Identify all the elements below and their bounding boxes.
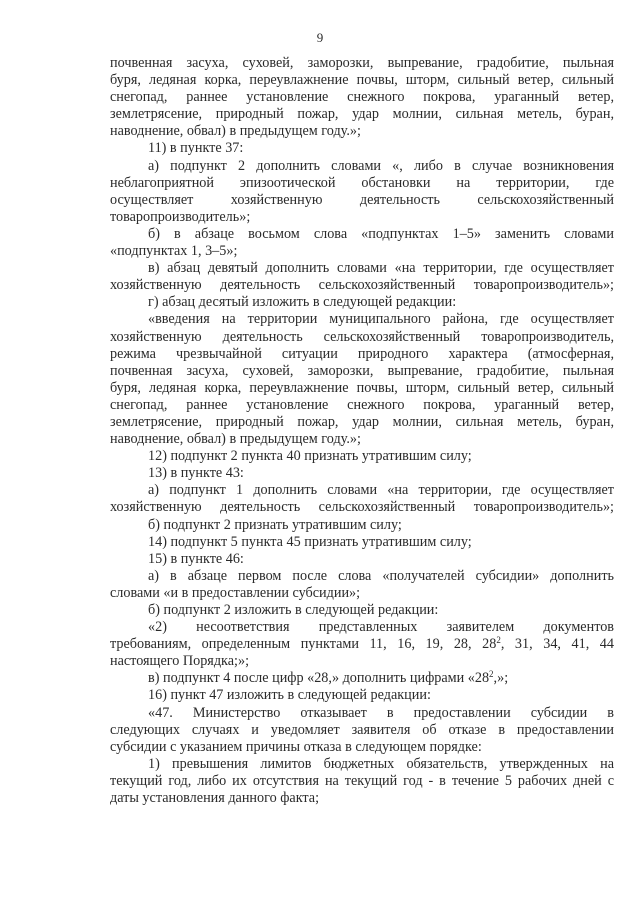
text-line: следующих случаях и уведомляет заявителя об отказе в предоставлении bbox=[110, 721, 614, 738]
text-line: наводнение, обвал) в предыдущем году.»; bbox=[110, 123, 361, 140]
text-line: «47. Министерство отказывает в предоставлении субсидии в bbox=[148, 704, 614, 721]
text-line: г) абзац десятый изложить в следующей редакции: bbox=[148, 294, 457, 311]
superscript: 2 bbox=[489, 669, 494, 680]
text-line: хозяйственную деятельность сельскохозяйственный товаропроизводитель»; bbox=[110, 277, 614, 294]
text-line: 15) в пункте 46: bbox=[148, 550, 244, 567]
text-line: а) подпункт 2 дополнить словами «, либо в случае возникновения bbox=[148, 157, 614, 174]
text-line: неблагоприятной эпизоотической обстановки на территории, где bbox=[110, 174, 614, 191]
text-line: хозяйственную деятельность сельскохозяйственный товаропроизводитель»; bbox=[110, 499, 614, 516]
superscript: 2 bbox=[496, 635, 501, 646]
text-line: землетрясение, природный пожар, удар молнии, сильная метель, буран, bbox=[110, 106, 614, 123]
text-line: 12) подпункт 2 пункта 40 признать утратившим силу; bbox=[148, 448, 472, 465]
text-line: буря, ледяная корка, переувлажнение почвы, шторм, сильный ветер, сильный bbox=[110, 379, 614, 396]
text-line: 13) в пункте 43: bbox=[148, 465, 244, 482]
text-fragment: в) подпункт 4 после цифр «28,» дополнить цифрами «28 bbox=[148, 670, 490, 687]
text-line: словами «и в предоставлении субсидии»; bbox=[110, 584, 361, 601]
text-line bbox=[110, 636, 614, 653]
text-fragment: требованиям, определенным пунктами 11, 16, 19, 28, 28 bbox=[110, 636, 497, 653]
text-fragment: ,»; bbox=[493, 670, 509, 687]
text-line bbox=[110, 670, 614, 687]
text-line: наводнение, обвал) в предыдущем году.»; bbox=[110, 431, 361, 448]
text-line: даты установления данного факта; bbox=[110, 790, 320, 807]
text-line: снегопад, раннее установление снежного покрова, ураганный ветер, bbox=[110, 89, 614, 106]
text-line: почвенная засуха, суховей, заморозки, выпревание, градобитие, пыльная bbox=[110, 55, 614, 71]
text-line: товаропроизводитель»; bbox=[110, 208, 251, 225]
text-fragment: , 31, 34, 41, 44 bbox=[500, 636, 614, 653]
text-line: в) абзац девятый дополнить словами «на территории, где осуществляет bbox=[148, 260, 614, 277]
text-line: а) подпункт 1 дополнить словами «на территории, где осуществляет bbox=[148, 482, 614, 499]
text-line: почвенная засуха, суховей, заморозки, выпревание, градобитие, пыльная bbox=[110, 362, 614, 379]
text-line: текущий год, либо их отсутствия на текущий год - в течение 5 рабочих дней с bbox=[110, 772, 614, 789]
text-line: б) в абзаце восьмом слова «подпунктах 1–5» заменить словами bbox=[148, 225, 614, 242]
text-line: «введения на территории муниципального района, где осуществляет bbox=[148, 311, 614, 328]
text-line: б) подпункт 2 признать утратившим силу; bbox=[148, 516, 402, 533]
text-line: 11) в пункте 37: bbox=[148, 140, 244, 157]
document-body bbox=[110, 55, 614, 807]
page-number: 9 bbox=[316, 30, 324, 45]
text-line: 16) пункт 47 изложить в следующей редакции: bbox=[148, 687, 431, 704]
text-line: 1) превышения лимитов бюджетных обязательств, утвержденных на bbox=[148, 755, 614, 772]
text-line: а) в абзаце первом после слова «получателей субсидии» дополнить bbox=[148, 567, 614, 584]
text-line: снегопад, раннее установление снежного покрова, ураганный ветер, bbox=[110, 396, 614, 413]
text-line: настоящего Порядка;»; bbox=[110, 653, 250, 670]
text-line: б) подпункт 2 изложить в следующей редакции: bbox=[148, 602, 439, 618]
text-line: осуществляет хозяйственную деятельность сельскохозяйственный bbox=[110, 191, 614, 208]
text-line: землетрясение, природный пожар, удар молнии, сильная метель, буран, bbox=[110, 413, 614, 430]
text-line: 14) подпункт 5 пункта 45 признать утратившим силу; bbox=[148, 533, 472, 550]
text-line: хозяйственную деятельность сельскохозяйственный товаропроизводитель, bbox=[110, 328, 614, 345]
text-line: «подпунктах 1, 3–5»; bbox=[110, 243, 238, 260]
text-line: режима чрезвычайной ситуации природного характера (атмосферная, bbox=[110, 345, 614, 362]
text-line: субсидии с указанием причины отказа в следующем порядке: bbox=[110, 738, 482, 755]
text-line: «2) несоответствия представленных заявителем документов bbox=[148, 619, 614, 636]
text-line: буря, ледяная корка, переувлажнение почвы, шторм, сильный ветер, сильный bbox=[110, 72, 614, 89]
